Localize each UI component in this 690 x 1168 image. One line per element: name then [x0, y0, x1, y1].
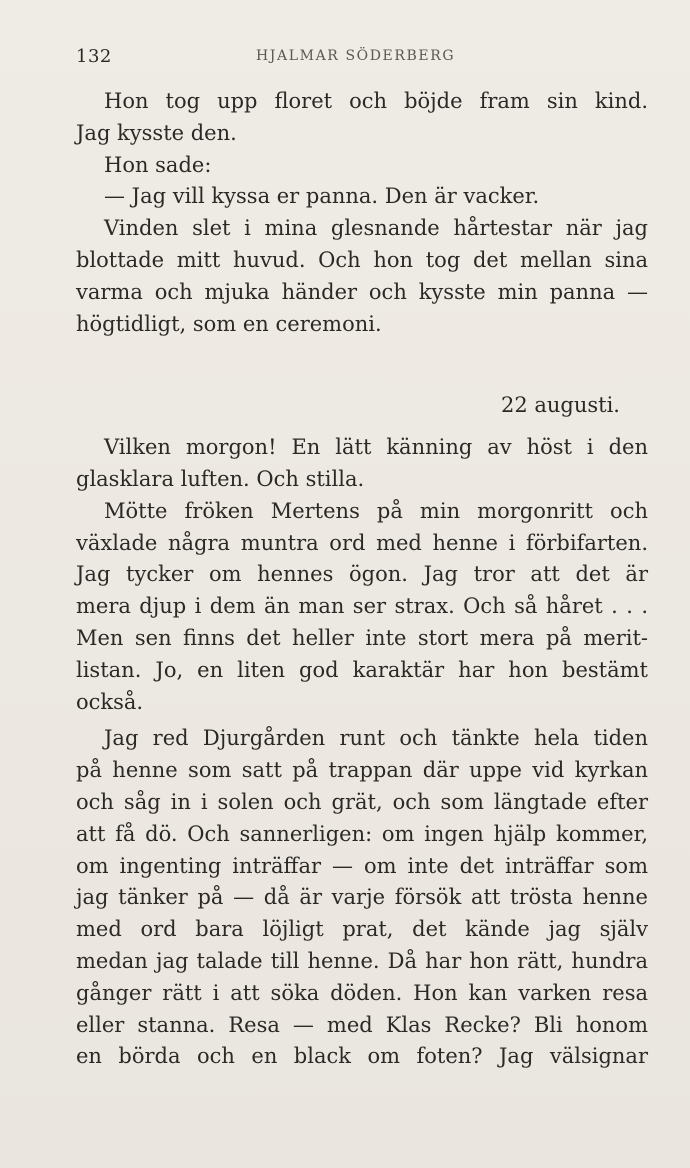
text-line: på henne som satt på trappan där uppe vid kyrkan [76, 758, 648, 783]
date-heading: 22 augusti. [500, 393, 620, 418]
text-line: listan. Jo, en liten god karaktär har hon bestämt [76, 657, 648, 682]
text-line: Mötte fröken Mertens på min morgonritt och [104, 498, 648, 523]
page-header [76, 44, 648, 72]
text-line: Vinden slet i mina glesnande hårtestar när jag [104, 216, 648, 241]
text-line: med ord bara löjligt prat, det kände jag själv [76, 917, 648, 942]
text-line: varma och mjuka händer och kysste min panna — [76, 279, 648, 304]
text-line: högtidligt, som en ceremoni. [76, 311, 382, 336]
text-line: också. [76, 689, 144, 714]
text-line: att få dö. Och sannerligen: om ingen hjälp kommer, [76, 821, 648, 846]
text-line: en börda och en black om foten? Jag välsignar [76, 1044, 648, 1069]
text-line: medan jag talade till henne. Då har hon rätt, hundra [76, 948, 648, 973]
text-line: Jag kysste den. [76, 120, 237, 145]
text-line: eller stanna. Resa — med Klas Recke? Bli honom [76, 1012, 648, 1037]
text-line: Jag tycker om hennes ögon. Jag tror att det är [76, 562, 648, 587]
text-line: om ingenting inträffar — om inte det inträffar som [76, 853, 648, 878]
text-line: Jag red Djurgården runt och tänkte hela tiden [104, 726, 648, 751]
text-line: och såg in i solen och grät, och som längtade efter [76, 789, 648, 814]
text-line: Vilken morgon! En lätt känning av höst i den [104, 435, 648, 460]
text-line: mera djup i dem än man ser strax. Och så håret . . . [76, 594, 648, 619]
text-line: gånger rätt i att söka döden. Hon kan varken resa [76, 980, 648, 1005]
running-head: HJALMAR SÖDERBERG [256, 48, 456, 64]
text-line: jag tänker på — då är varje försök att trösta henne [76, 885, 648, 910]
body-text [76, 86, 648, 1073]
text-line: blottade mitt huvud. Och hon tog det mellan sina [76, 247, 648, 272]
text-line: Hon sade: [104, 152, 212, 177]
text-line: växlade några muntra ord med henne i förbifarten. [76, 530, 648, 555]
text-line: — Jag vill kyssa er panna. Den är vacker. [104, 184, 540, 209]
text-line: glasklara luften. Och stilla. [76, 466, 365, 491]
text-line: Hon tog upp floret och böjde fram sin kind. [104, 89, 648, 113]
text-line: Men sen finns det heller inte stort mera på merit- [76, 625, 648, 650]
page-number: 132 [76, 46, 112, 67]
